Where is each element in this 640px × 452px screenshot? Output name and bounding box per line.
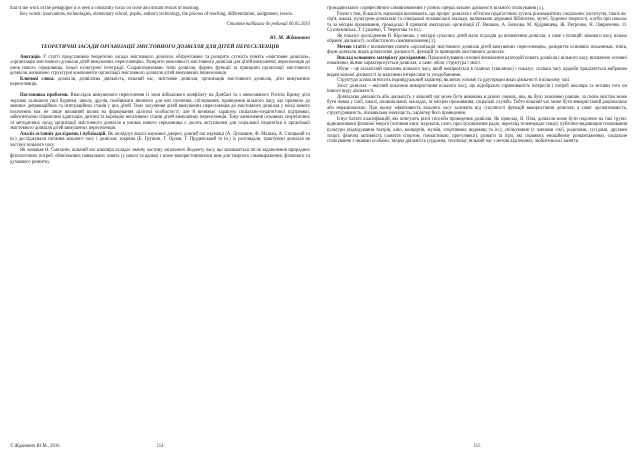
- abstract: [10, 55, 310, 77]
- analysis-text: Як засвідчує аналіз наукових джерел, довгий час науковці (А. Лучковим, Ф. Малька, А. Спицький та ін.) досліджували питання вільного часу і дозвілля, зокрема (Б. Грушин, Г. Орлов, Г. Пруденський та ін.) їх розглядали, трактуючи дозвілля як частину вільного часу.: [10, 131, 310, 148]
- classification-paragraph: Існує багато класифікацій, які описують різні способи проведення дозвілля. Як приклад, В. Піча, дозвілля може бути поділено на такі групи: відновлюваної фізичної енергії (читання книг, журналів, газет, прослуховування радіо, перегляд телепередач тощо); публічно-видовищне споживання культури (відвідування театрів, кіно, концертів, музеїв, спортивних видовищ та ін.); спілкування (з членами сім'ї, родичами, сусідами, друзями тощо); фізична активність (заняття спортом, гімнастикою, прогулянки); розваги та ігри, які сприяють емоційному розвантаженню, соціальне спілкування з іншими особами, творча діяльність (художня, технічна); вільний час з метою відпочинку, любительські заняття.: [327, 116, 627, 145]
- keywords-label: Ключові слова:: [20, 76, 55, 82]
- main-label: Виклад основного матеріалу дослідження.: [337, 55, 427, 61]
- left-page: [10, 6, 310, 450]
- goal-label: Метою статті: [337, 44, 366, 50]
- analysis-label: Аналіз останніх досліджень і публікацій.: [20, 131, 107, 137]
- kirsanov-paragraph: Як показує дослідження В. Кірсанова, у вихідні сучасних дітей мало підходів до визначення дозвілля, а саме з позицій: вільного часу, вільно обраної діяльності, особистісного самовизначення [1].: [327, 33, 627, 45]
- main-material: [327, 56, 627, 67]
- english-keywords: Key words: innovations, technologies, elementary school, pupils, author's technology, the process of teaching, differentiation, assignment, lesson.: [20, 11, 294, 17]
- analysis: [10, 132, 310, 149]
- problem-label: Постановка проблеми.: [20, 92, 69, 98]
- abstract-text: У статті представлено теоретичні засади змістовного дозвілля, обґрунтовано та розкрито сутність понять «змістовне дозвілля», «організація змістовного дозвілля дітей вимушених переселенців». Розкрито можливості змістовного дозвілля для дітей вимушених переселенців до умов нового середовища, їхньої культурної інтеграції. Схарактеризовано типи дозвілля, форми, функції та принципи організації змістовного дозвілля, визначено структурні компоненти організації змістовного дозвілля дітей вимушених переселенців.: [10, 54, 310, 77]
- smetanin-paragraph: Як зазначав Н. Сметанін, вільний час школяра складає значну частину загального бюджету часу, що залишається після задоволення природних фізіологічних потреб, обов'язкових навчальних занять (у школі та вдома) і може використовуватися ним для творчого самовираження, фізичного та духовного розвитку.: [10, 148, 310, 165]
- struktura-paragraph: Структура дозвілля носить індивідуальний характер, включає головні та другорядні види діяльності в вільному часі.: [337, 78, 571, 84]
- zmist-paragraph: Зміст дозвілля – якісний показник використання вільного часу, що відображає спрямованість інтересів і потреб школяра та мотиви того чи іншого виду діяльності.: [327, 83, 627, 95]
- abstract-label: Анотація.: [20, 54, 41, 60]
- article-title: ТЕОРЕТИЧНІ ЗАСАДИ ОРГАНІЗАЦІЇ ЗМІСТОВНОГО ДОЗВІЛЛЯ ДЛЯ ДІТЕЙ ПЕРЕСЕЛЕНЦІВ: [40, 44, 280, 51]
- goal: [327, 45, 627, 56]
- continued-paragraph: громадянського і професійного самовизначення у різних сферах вільної діяльності вільного спілкування [5].: [327, 6, 544, 11]
- institutions-paragraph: Разом з тим, більшість науковців визначають, що процес дозвілля є об'єктом педагогічних зусиль різноманітних соціальних інститутів, таких як: сім'я, школа, культурно-дозвіллєві та спеціальні позашкільні заклади, включаючи державні бібліотеки, музеї, будинки творчості, клуби при школах та за місцем проживання, громадські й приватні аматорські організації (Г. Вишков, А. Бочкова, М. Кудрявцева, Ж. Петрочко, Н. Лавриченко, О. Сухомлинська, Т. Сущенко, Т. Чернігова та ін.).: [327, 11, 627, 34]
- goal-text: є визначення понять «організація змістовного дозвілля дітей вимушених переселенців», розкриття основних показників, типів, форм дозвілля, видів дозвіллєвої діяльності, функцій та принципів змістовного дозвілля.: [327, 44, 627, 56]
- author-name: Ю. М. Жданович: [269, 34, 310, 41]
- page-number-right: 115: [473, 444, 481, 449]
- problem-text: Внаслідок вимушеного переселення із зони військового конфлікту на Донбасі та з анексованого Росією Криму діти змушені залишити свої будинки, школу, друзів, пообвикати звичного для них оточення, спілкування, проведення вільного часу, що призвело до значних деприваційних та інтеграційних станів у цих дітей. Тому залучення дітей вимушених переселенців до змістовного дозвілля у місці нового поселення має не лише виховний вплив на формування цілісної особистості, але й визначає характер соціально-педагогічної підтримки, забезпечуючи сприятливі адаптацію дитини та корекцію негативних станів дітей вимушених переселенців. Тому визначення основних теоретичних та методичних засад організації змістовного дозвілля в умовах нового середовища є досить актуальним для соціальної педагогіки в організації змістовного дозвілля дітей вимушених переселенців.: [10, 92, 310, 132]
- main-text: Проаналізувавши основні визначення категорій понять дозвілля і вільного часу, визначено основні показники, якими характеризується дозвілля, а саме: обсяг, структура і зміст.: [327, 55, 627, 67]
- problem-statement: [10, 93, 310, 132]
- received-note: Стаття надійшла до редакції 06.05.2016: [226, 22, 310, 28]
- obsyag-paragraph: Обсяг – це кількісний показник вільного часу, який вимірюється в годинах (хвилинах) і показує, скільки часу щодоби приділяється вибраним видам вільної діяльності за власними інтересами та уподобаннями.: [327, 67, 627, 78]
- activity-paragraph: Дозвіллєва діяльність або діяльність у вільний час може бути виконана в різних умовах, яка, як було зазначено раніше, за своїм змістом може бути повна у сім'ї, школі, позашкільних закладах, за місцем проживання, соціальні служби. Тобто вільний час може бути використаний раціонально або нераціонально. При цьому ефективність вільного часу залежить від сукупності функцій використання дозвілля, а саме: організованість, структурованість, пізнавальна значущість, характер його проведення.: [327, 94, 627, 117]
- copyright: © Жданович Ю.М., 2016: [10, 444, 60, 449]
- page-number-left: 114: [156, 444, 164, 449]
- keywords-text: дозвілля, дозвіллєва діяльність, вільний час, змістовне дозвілля, організація змістовного дозвілля, діти вимушених переселенців.: [10, 76, 310, 88]
- keywords: [10, 77, 310, 88]
- right-page: [327, 6, 627, 450]
- english-summary-tail: that is the work of the pedagogue it is seen a constantly focus on close and distant results of learning.: [10, 6, 200, 11]
